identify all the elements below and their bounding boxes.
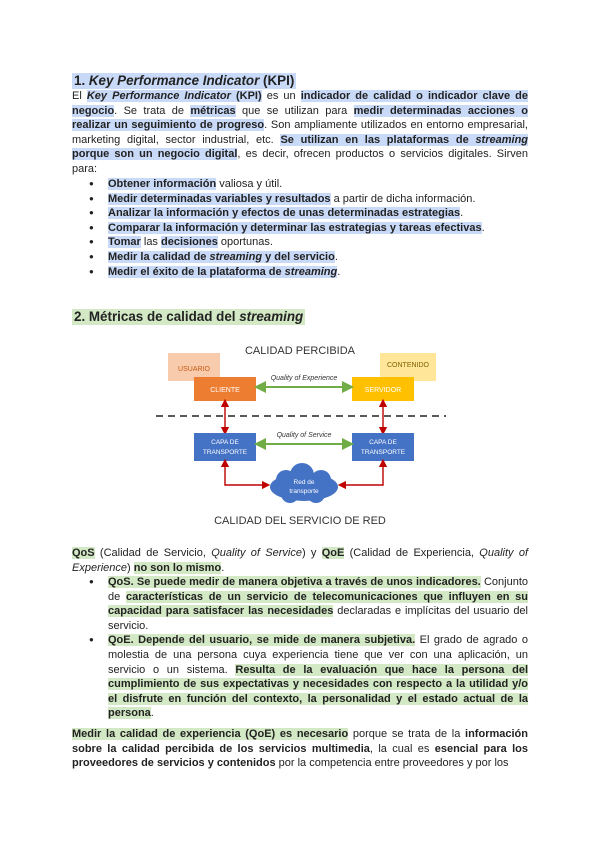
kpi-intro-paragraph: El Key Performance Indicator (KPI) es un indicador de calidad o indicador clave de negocio. Se trata de métricas que se utilizan para medir determinadas acciones o realizar un seguimiento de progreso. Son ampliamente utilizados en entorno empresarial, marketing digital, sector industrial, etc. Se utilizan en las plataformas de streaming porque son un negocio digital, es decir, ofrecen productos o servicios digitales. Sirven para: bbox=[72, 90, 529, 175]
capa-transporte-right-box bbox=[352, 433, 414, 461]
list-item: ● QoE. Depende del usuario, se mide de manera subjetiva. El grado de agrado o molestia de una persona cuya experiencia tiene que ver con una aplicación, un servicio o un sistema. Resulta de la evaluación que hace la persona del cumplimiento de sus expectativas y necesidades con respecto a la utilidad y/o el disfrute en función del contexto, la personalidad y el estado actual de la persona. bbox=[72, 633, 528, 721]
qoe-qos-diagram bbox=[150, 340, 450, 530]
calidad-servicio-red-title: CALIDAD DEL SERVICIO DE RED bbox=[214, 515, 386, 527]
usuario-label: USUARIO bbox=[178, 366, 210, 373]
kpi-uses-list bbox=[72, 177, 528, 279]
qos-label: Quality of Service bbox=[276, 432, 332, 439]
cliente-label: CLIENTE bbox=[210, 387, 240, 394]
qoe-necessity-paragraph: Medir la calidad de experiencia (QoE) es necesario porque se trata de la información sobre la calidad percibida de los servicios multimedia, la cual es esencial para los proveedores de servicios y contenidos por la competencia entre proveedores y por los bbox=[72, 728, 528, 770]
list-item: ● Comparar la información y determinar las estrategias y tareas efectivas. bbox=[72, 221, 528, 236]
capa-transporte-left-box bbox=[194, 433, 256, 461]
capa-right-line1: CAPA DE bbox=[369, 439, 397, 446]
section-1-heading: 1. Key Performance Indicator (KPI) bbox=[74, 73, 295, 88]
qos-qoe-list bbox=[72, 575, 528, 721]
capa-left-line1: CAPA DE bbox=[211, 439, 239, 446]
list-item: ● Analizar la información y efectos de unas determinadas estrategias. bbox=[72, 206, 528, 221]
capa-left-red-arrow bbox=[225, 463, 266, 485]
qoe-label: Quality of Experience bbox=[270, 375, 338, 382]
section-2-heading: 2. Métricas de calidad del streaming bbox=[74, 309, 304, 324]
capa-right-red-arrow bbox=[342, 463, 383, 485]
calidad-percibida-title: CALIDAD PERCIBIDA bbox=[244, 345, 356, 357]
list-item: ● QoS. Se puede medir de manera objetiva a través de unos indicadores. Conjunto de características de un servicio de telecomunicaciones que influyen en su capacidad para satisfacer las necesidades declaradas e implícitas del usuario del servicio. bbox=[72, 575, 528, 633]
contenido-label: CONTENIDO bbox=[387, 362, 429, 369]
list-item: ● Medir la calidad de streaming y del servicio. bbox=[72, 250, 528, 265]
red-transporte-line2: transporte bbox=[289, 488, 319, 495]
servidor-label: SERVIDOR bbox=[364, 387, 402, 394]
capa-right-line2: TRANSPORTE bbox=[360, 449, 406, 456]
list-item: ● Tomar las decisiones oportunas. bbox=[72, 235, 528, 250]
capa-left-line2: TRANSPORTE bbox=[202, 449, 248, 456]
list-item: ● Obtener información valiosa y útil. bbox=[72, 177, 528, 192]
list-item: ● Medir el éxito de la plataforma de streaming. bbox=[72, 265, 528, 280]
qos-qoe-paragraph: QoS (Calidad de Servicio, Quality of Service) y QoE (Calidad de Experiencia, Quality of Experience) no son lo mismo. bbox=[72, 547, 529, 574]
list-item: ● Medir determinadas variables y resultados a partir de dicha información. bbox=[72, 192, 528, 207]
red-transporte-line1: Red de bbox=[293, 479, 315, 486]
